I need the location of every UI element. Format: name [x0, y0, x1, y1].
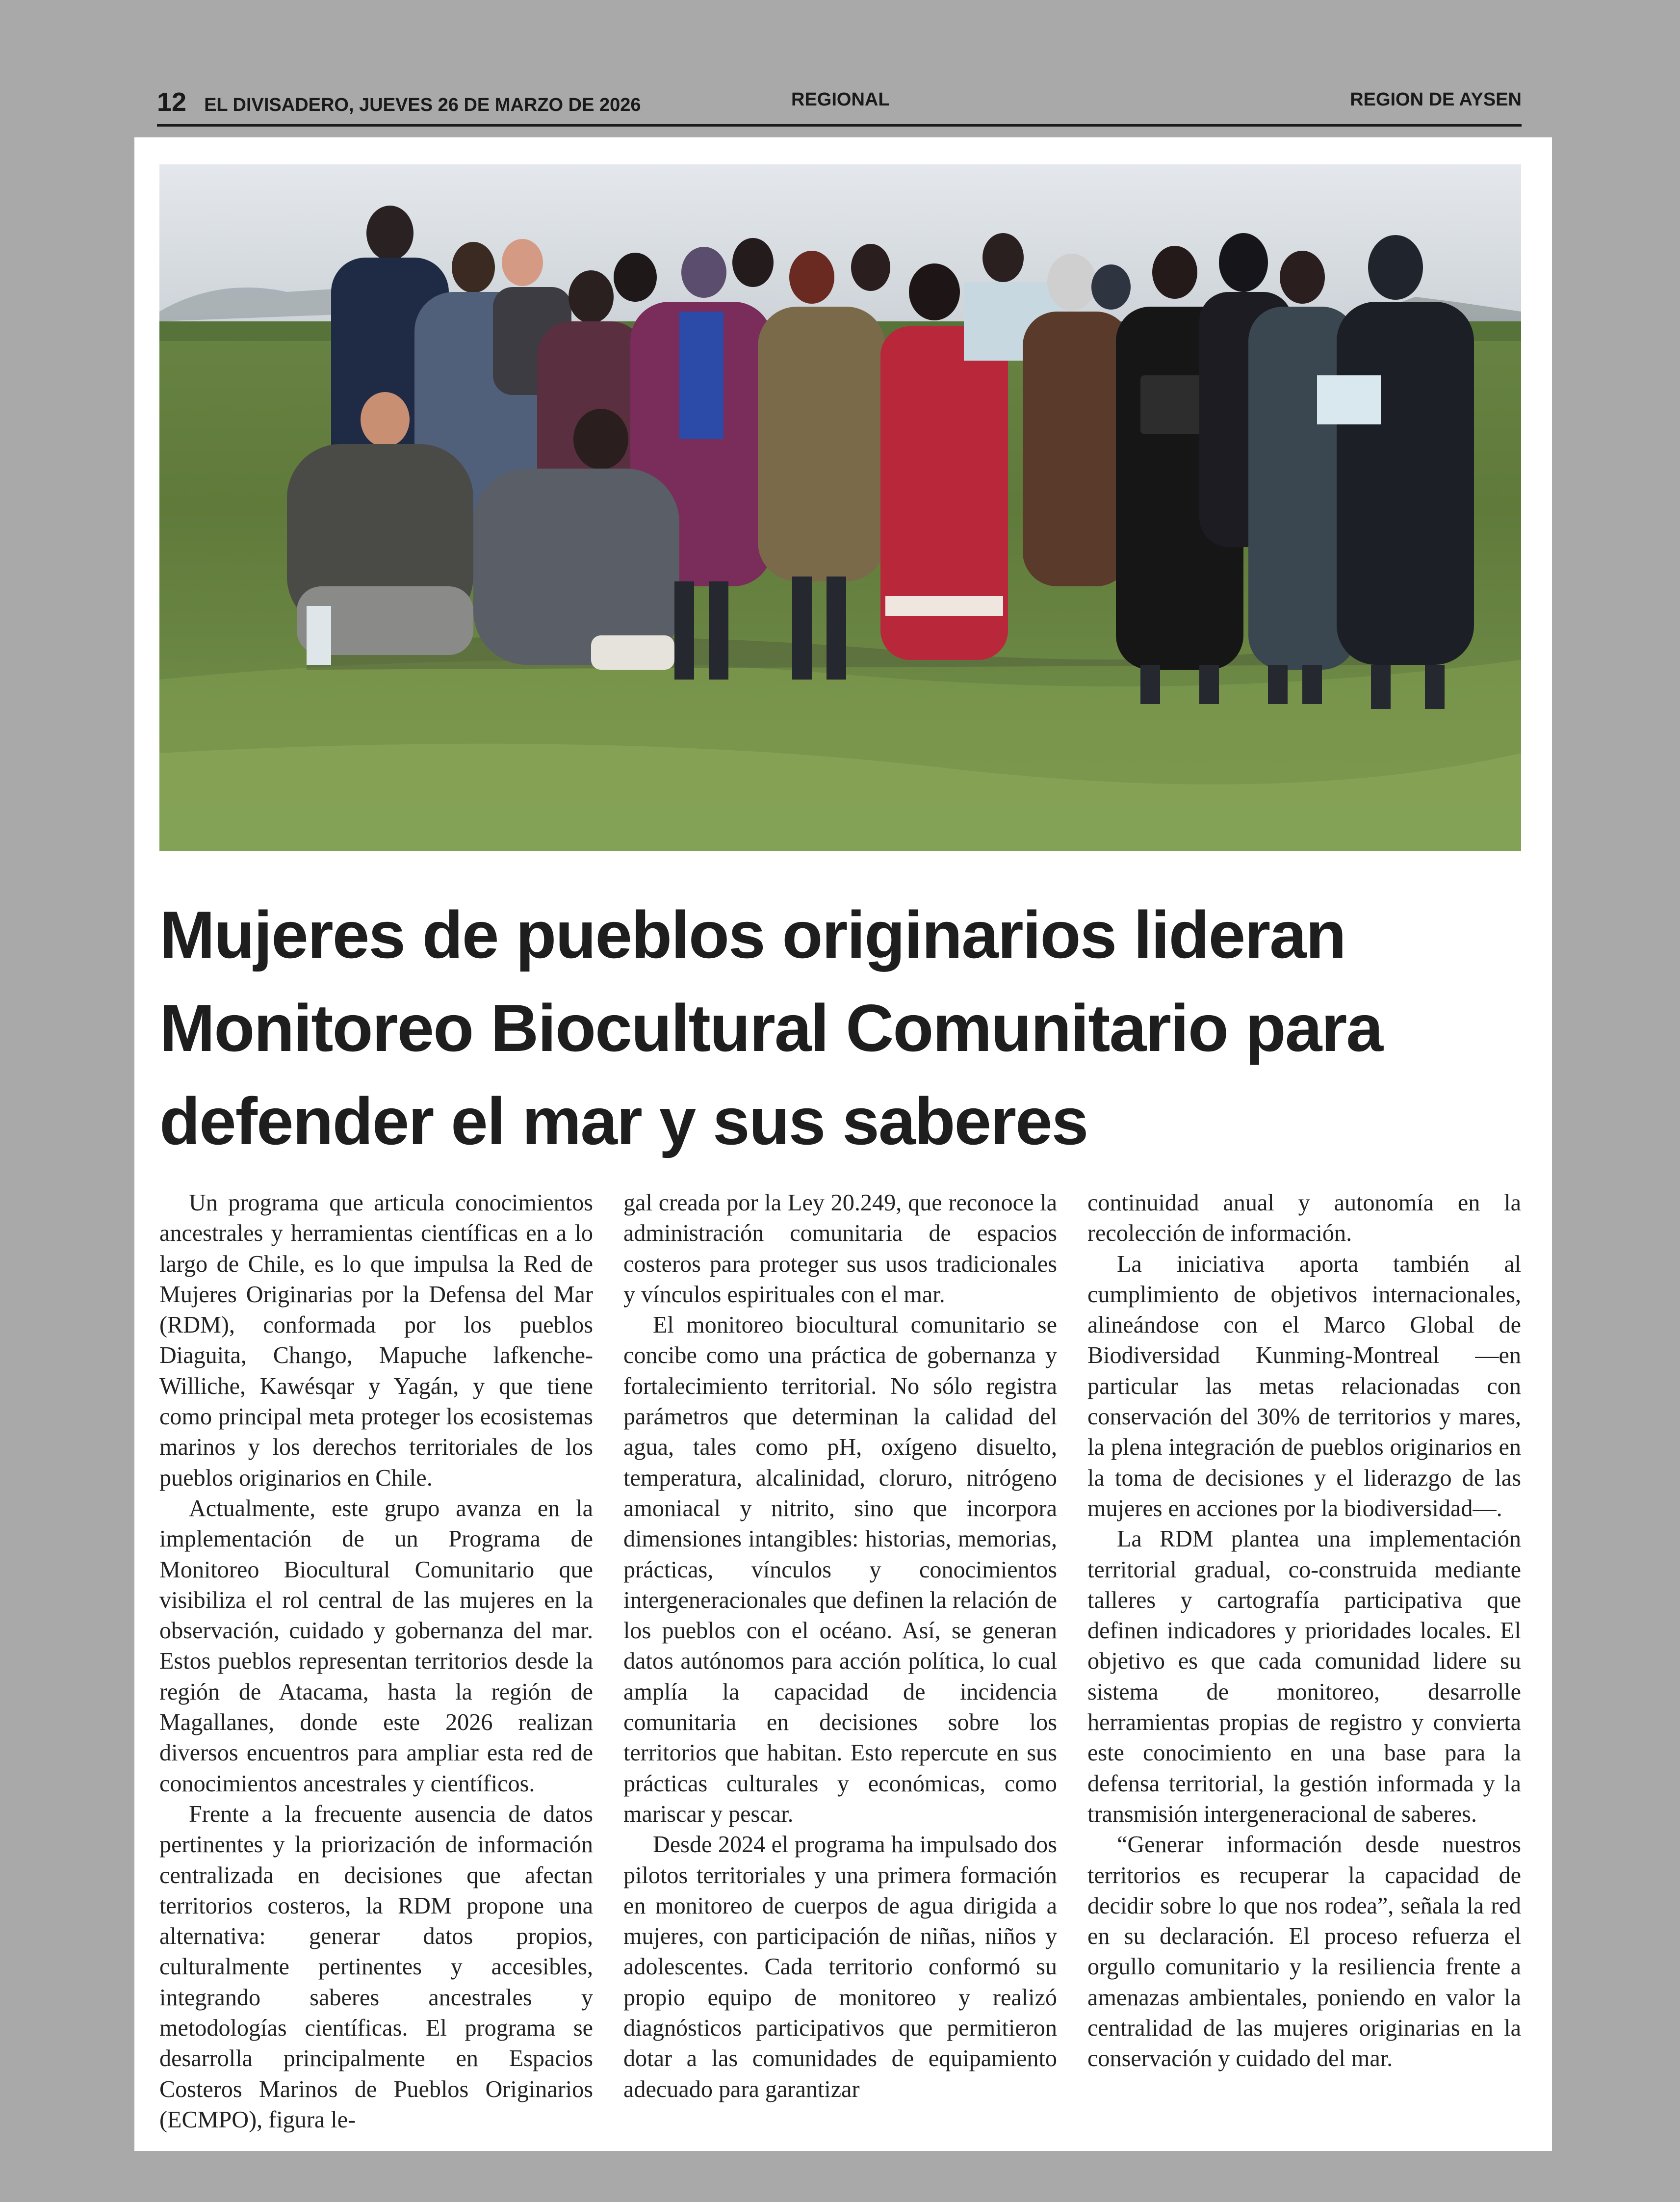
paragraph: La RDM plantea una implementación territorial gradual, co-construida mediante talleres y cartografía participativa que definen indicadores y prioridades locales. El objetivo es que cada comunidad lidere su sistema de monitoreo, desarrolle herramientas propias de registro y convierta este conocimiento en una base para la defensa territorial, la gestión informada y la transmisión intergeneracional de saberes. [1087, 1526, 1521, 1827]
paragraph: La iniciativa aporta también al cumplimiento de objetivos internacionales, alineándose con el Marco Global de Biodiversidad Kunming-Montreal —en particular las metas relacionadas con conservación del 30% de territorios y mares, la plena integración de pueblos originarios en la toma de decisiones y el liderazgo de las mujeres en acciones por la biodiversidad—. [1087, 1251, 1521, 1521]
publication-date: EL DIVISADERO, JUEVES 26 DE MARZO DE 2026 [204, 95, 641, 115]
article-body [159, 1188, 1521, 2135]
paragraph-continuation: continuidad anual y autonomía en la recolección de información. [1087, 1190, 1521, 1247]
region-label: REGION DE AYSEN [1350, 89, 1522, 110]
section-label: REGIONAL [791, 89, 890, 110]
article-headline: Mujeres de pueblos originarios lideran Monitoreo Biocultural Comunitario para defender el mar y sus saberes [159, 897, 1382, 1158]
paragraph: El monitoreo biocultural comunitario se concibe como una práctica de gobernanza y fortalecimiento territorial. No sólo registra parámetros que determinan la calidad del agua, tales como pH, oxígeno disuelto, temperatura, alcalinidad, cloruro, nitrógeno amoniacal y nitrito, sino que incorpora dimensiones intangibles: historias, memorias, prácticas, vínculos y conocimientos intergeneracionales que definen la relación de los pueblos con el océano. Así, se generan datos autónomos para acción política, lo cual amplía la capacidad de incidencia comunitaria en decisiones sobre los territorios que habitan. Esto repercute en sus prácticas culturales y económicas, como mariscar y pescar. [623, 1312, 1057, 1827]
paragraph: “Generar información desde nuestros territorios es recuperar la capacidad de decidir sobre lo que nos rodea”, señala la red en su declaración. El proceso refuerza el orgullo comunitario y la resiliencia frente a amenazas ambientales, poniendo en valor la centralidad de las mujeres originarias en la conservación y cuidado del mar. [1087, 1832, 1521, 2072]
page-header [157, 81, 1522, 127]
paragraph: Desde 2024 el programa ha impulsado dos pilotos territoriales y una primera formación en monitoreo de cuerpos de agua dirigida a mujeres, con participación de niñas, niños y adolescentes. Cada territorio conformó su propio equipo de monitoreo y realizó diagnósticos participativos que permitieron dotar a las comunidades de equipamiento adecuado para garantizar [623, 1832, 1057, 2102]
paragraph: Frente a la frecuente ausencia de datos pertinentes y la priorización de información centralizada en decisiones que afectan territorios costeros, la RDM propone una alternativa: generar datos propios, culturalmente pertinentes y accesibles, integrando saberes ancestrales y metodologías científicas. El programa se desarrolla principalmente en Espacios Costeros Marinos de Pueblos Originarios (ECMPO), figura le- [159, 1801, 593, 2133]
page-number: 12 [157, 87, 187, 117]
article-column-1 [159, 1188, 593, 2135]
paragraph-continuation: gal creada por la Ley 20.249, que reconoce la administración comunitaria de espacios costeros para proteger sus usos tradicionales y vínculos espirituales con el mar. [623, 1190, 1057, 1308]
article-photo [159, 164, 1521, 851]
header-left [157, 87, 641, 117]
article-column-3 [1087, 1188, 1521, 2135]
paragraph: Un programa que articula conocimientos ancestrales y herramientas científicas en a lo largo de Chile, es lo que impulsa la Red de Mujeres Originarias por la Defensa del Mar (RDM), conformada por los pueblos Diaguita, Chango, Mapuche lafkenche-Williche, Kawésqar y Yagán, y que tiene como principal meta proteger los ecosistemas marinos y los derechos territoriales de los pueblos originarios en Chile. [159, 1190, 593, 1491]
paragraph: Actualmente, este grupo avanza en la implementación de un Programa de Monitoreo Biocultural Comunitario que visibiliza el rol central de las mujeres en la observación, cuidado y gobernanza del mar. Estos pueblos representan territorios desde la región de Atacama, hasta la región de Magallanes, donde este 2026 realizan diversos encuentros para ampliar esta red de conocimientos ancestrales y científicos. [159, 1495, 593, 1797]
article-column-2 [623, 1188, 1057, 2135]
article-sheet [134, 137, 1552, 2151]
